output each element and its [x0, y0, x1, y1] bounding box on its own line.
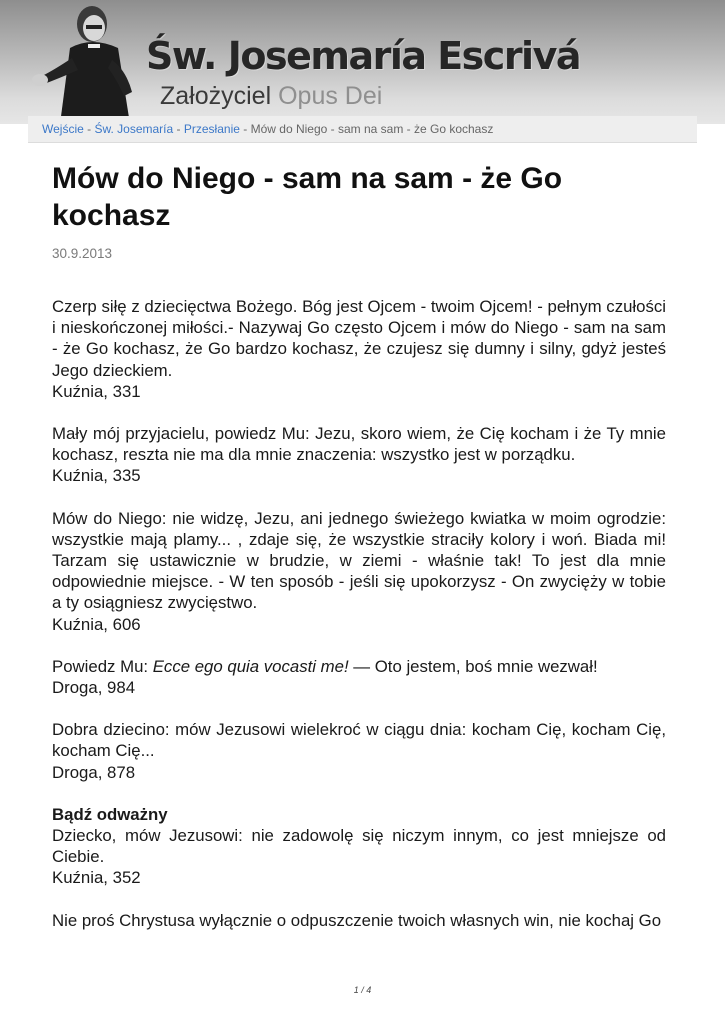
paragraph-text-intro: Powiedz Mu:	[52, 656, 153, 676]
site-subtitle	[160, 82, 382, 111]
paragraph-text: Dobra dziecino: mów Jezusowi wielekroć w ciągu dnia: kocham Cię, kocham Cię, kocham Cię...	[52, 720, 666, 761]
article-paragraph	[52, 508, 666, 635]
article-paragraph	[52, 423, 666, 487]
paragraph-text: Czerp siłę z dziecięctwa Bożego. Bóg jest Ojcem - twoim Ojcem! - pełnym czułości i nieskończonej miłości.- Nazywaj Go często Ojcem i mów do Niego - sam na sam - że Go kochasz, że Go bardzo kochasz, że czujesz się dumny i silny, gdyż jesteś Jego dzieckiem.	[52, 297, 666, 380]
breadcrumb-link-home[interactable]: Wejście	[42, 122, 84, 136]
section-heading: Bądź odważny	[52, 804, 168, 824]
paragraph-text-translation: — Oto jestem, boś mnie wezwał!	[348, 656, 598, 676]
site-subtitle-founder: Założyciel	[160, 82, 272, 110]
source-reference: Kuźnia, 606	[52, 614, 141, 634]
source-reference: Droga, 878	[52, 762, 136, 782]
source-reference: Kuźnia, 331	[52, 381, 141, 401]
source-reference: Kuźnia, 335	[52, 466, 141, 486]
breadcrumb-separator: -	[87, 122, 92, 136]
site-header	[0, 0, 725, 124]
site-title[interactable]: Św. Josemaría Escrivá	[146, 34, 580, 78]
breadcrumb-link-message[interactable]: Przesłanie	[183, 122, 240, 136]
breadcrumb-separator: -	[176, 122, 181, 136]
source-reference: Kuźnia, 352	[52, 868, 141, 888]
breadcrumb-bar	[28, 116, 697, 143]
paragraph-text: Mały mój przyjacielu, powiedz Mu: Jezu, skoro wiem, że Cię kocham i że Ty mnie kochasz, reszta nie ma dla mnie znaczenia: wszystko jest w porządku.	[52, 424, 666, 465]
paragraph-text: Nie proś Chrystusa wyłącznie o odpuszczenie twoich własnych win, nie kochaj Go	[52, 910, 662, 930]
breadcrumb-link-josemaria[interactable]: Św. Josemaría	[94, 122, 174, 136]
article-paragraph	[52, 656, 666, 698]
paragraph-text: Mów do Niego: nie widzę, Jezu, ani jednego świeżego kwiatka w moim ogrodzie: wszystkie mają plamy... , zdaje się, że wszystkie straciły kolory i woń. Biada mi! Tarzam się ustawicznie w brudzie, w ziemi - właśnie tak! To jest dla mnie odpowiednie miejsce. - W ten sposób - jeśli się upokorzysz - On zwycięży w tobie a ty osiągniesz zwycięstwo.	[52, 508, 666, 613]
article-body	[52, 296, 666, 952]
publication-date: 30.9.2013	[52, 246, 113, 261]
page-title: Mów do Niego - sam na sam - że Go kochasz	[52, 162, 563, 232]
latin-quote: Ecce ego quia vocasti me!	[152, 656, 349, 676]
article-paragraph	[52, 296, 666, 402]
paragraph-text: Dziecko, mów Jezusowi: nie zadowolę się niczym innym, co jest mniejsze od Ciebie.	[52, 826, 666, 867]
breadcrumb	[42, 122, 493, 136]
source-reference: Droga, 984	[52, 678, 136, 698]
site-subtitle-opus-dei: Opus Dei	[278, 82, 383, 110]
page-indicator: 1 / 4	[353, 985, 372, 995]
breadcrumb-separator: -	[243, 122, 248, 136]
breadcrumb-current: Mów do Niego - sam na sam - że Go kochasz	[250, 122, 494, 136]
article-paragraph	[52, 804, 666, 889]
article-paragraph	[52, 719, 666, 783]
article-paragraph	[52, 910, 666, 931]
founder-portrait-image	[20, 0, 150, 124]
